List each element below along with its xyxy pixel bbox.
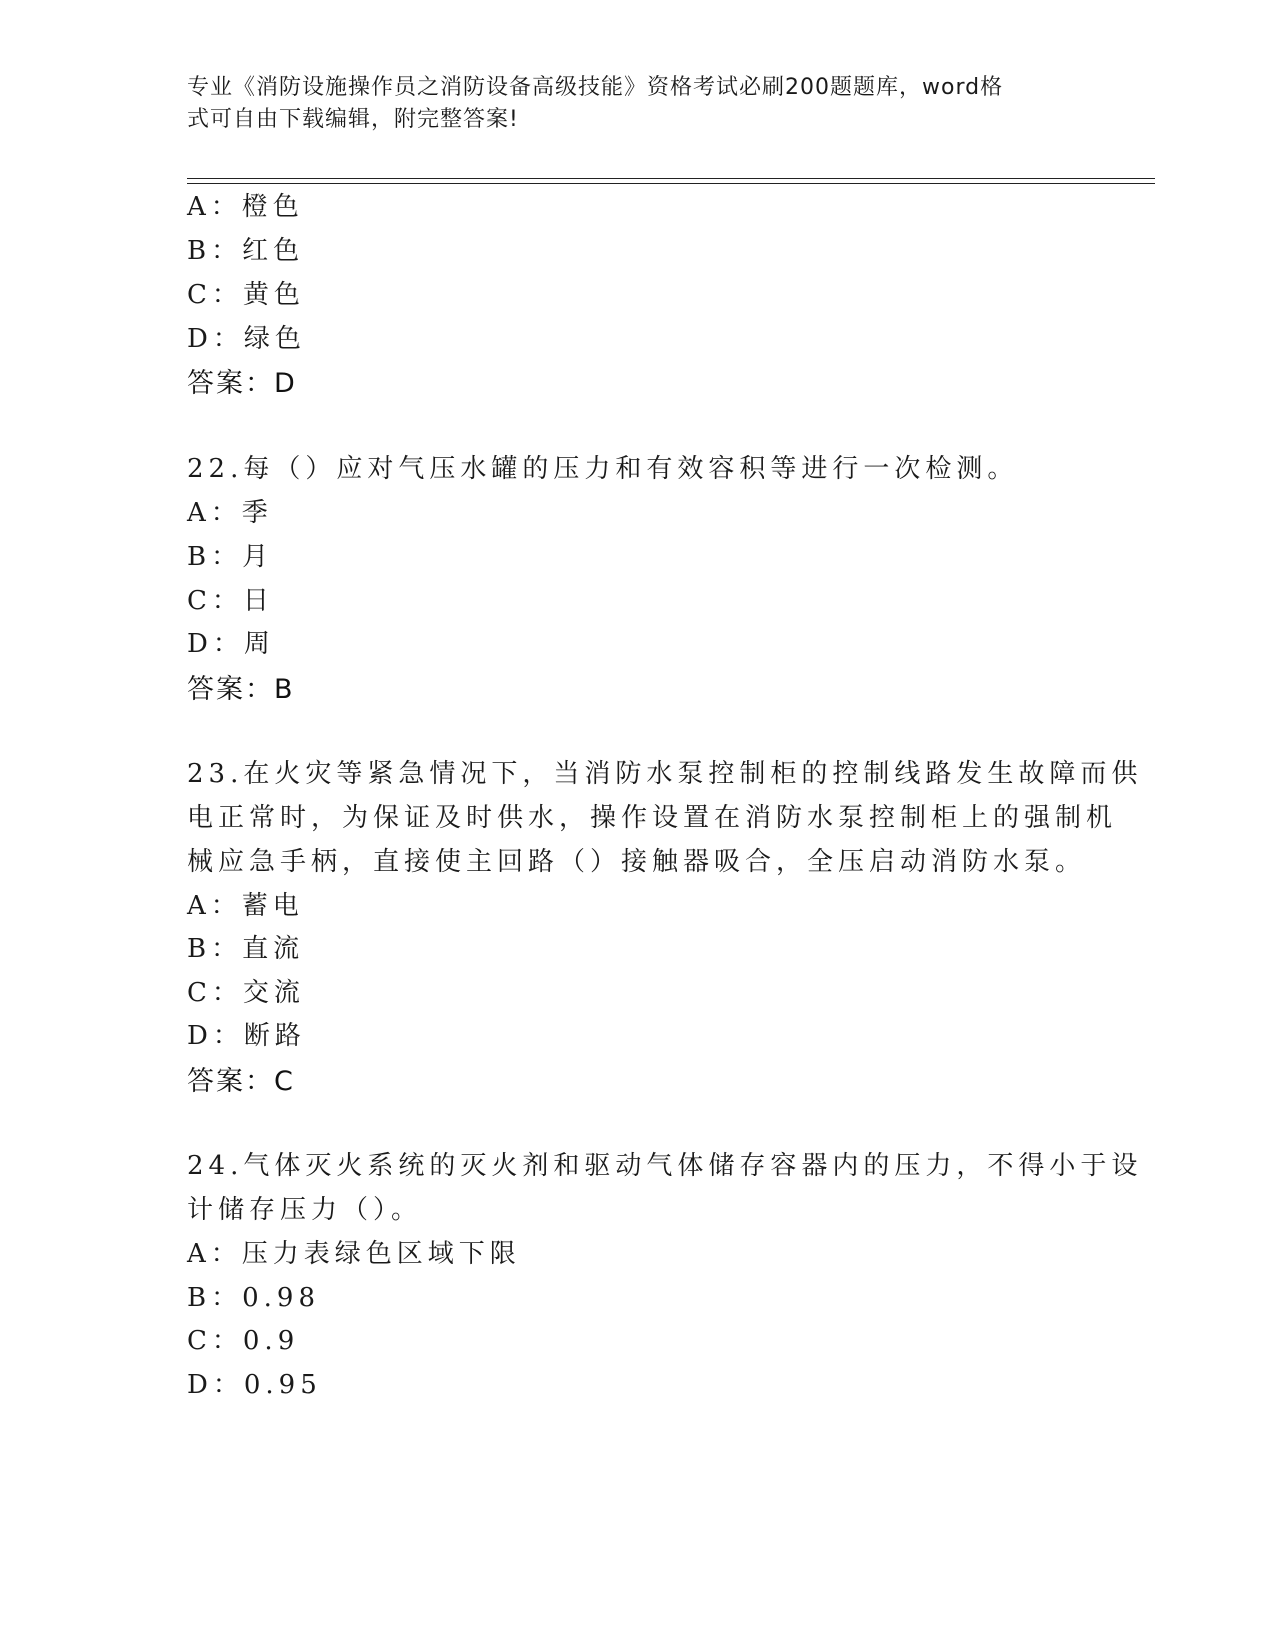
q23-option-b: B：直流	[187, 934, 305, 964]
q22-option-d: D：周	[187, 629, 275, 659]
q23-stem-line-2: 电正常时，为保证及时供水，操作设置在消防水泵控制柜上的强制机	[187, 803, 1118, 833]
q22-answer: 答案：B	[187, 674, 295, 705]
q24-option-c: C：0.9	[187, 1326, 300, 1356]
header-line-1: 专业《消防设施操作员之消防设备高级技能》资格考试必刷200题题库，word格	[187, 75, 1004, 100]
q24-stem-line-1: 24.气体灭火系统的灭火剂和驱动气体储存容器内的压力，不得小于设	[187, 1151, 1143, 1181]
q22-option-c: C：日	[187, 586, 274, 616]
header-divider-top	[187, 178, 1155, 179]
header-line-2: 式可自由下载编辑，附完整答案!	[187, 107, 519, 132]
q22-option-a: A：季	[187, 498, 273, 528]
q23-option-c: C：交流	[187, 978, 305, 1008]
q23-stem-line-3: 械应急手柄，直接使主回路（）接触器吸合，全压启动消防水泵。	[187, 847, 1087, 877]
prev-option-a: A：橙色	[187, 192, 304, 222]
prev-option-d: D：绿色	[187, 324, 306, 354]
q23-option-d: D：断路	[187, 1021, 306, 1051]
q22-stem-line-1: 22.每（）应对气压水罐的压力和有效容积等进行一次检测。	[187, 454, 1019, 484]
q24-option-b: B：0.98	[187, 1283, 320, 1313]
q23-option-a: A：蓄电	[187, 891, 304, 921]
q24-option-d: D：0.95	[187, 1370, 322, 1400]
q23-stem-line-1: 23.在火灾等紧急情况下，当消防水泵控制柜的控制线路发生故障而供	[187, 759, 1143, 789]
header-divider-bottom	[187, 183, 1155, 184]
prev-option-b: B：红色	[187, 236, 305, 266]
q22-option-b: B：月	[187, 542, 274, 572]
prev-answer: 答案：D	[187, 368, 297, 399]
q24-option-a: A：压力表绿色区域下限	[187, 1239, 521, 1269]
q23-answer: 答案：C	[187, 1066, 295, 1097]
q24-stem-line-2: 计储存压力（）。	[187, 1195, 423, 1225]
prev-option-c: C：黄色	[187, 280, 305, 310]
document-header	[187, 72, 1067, 136]
